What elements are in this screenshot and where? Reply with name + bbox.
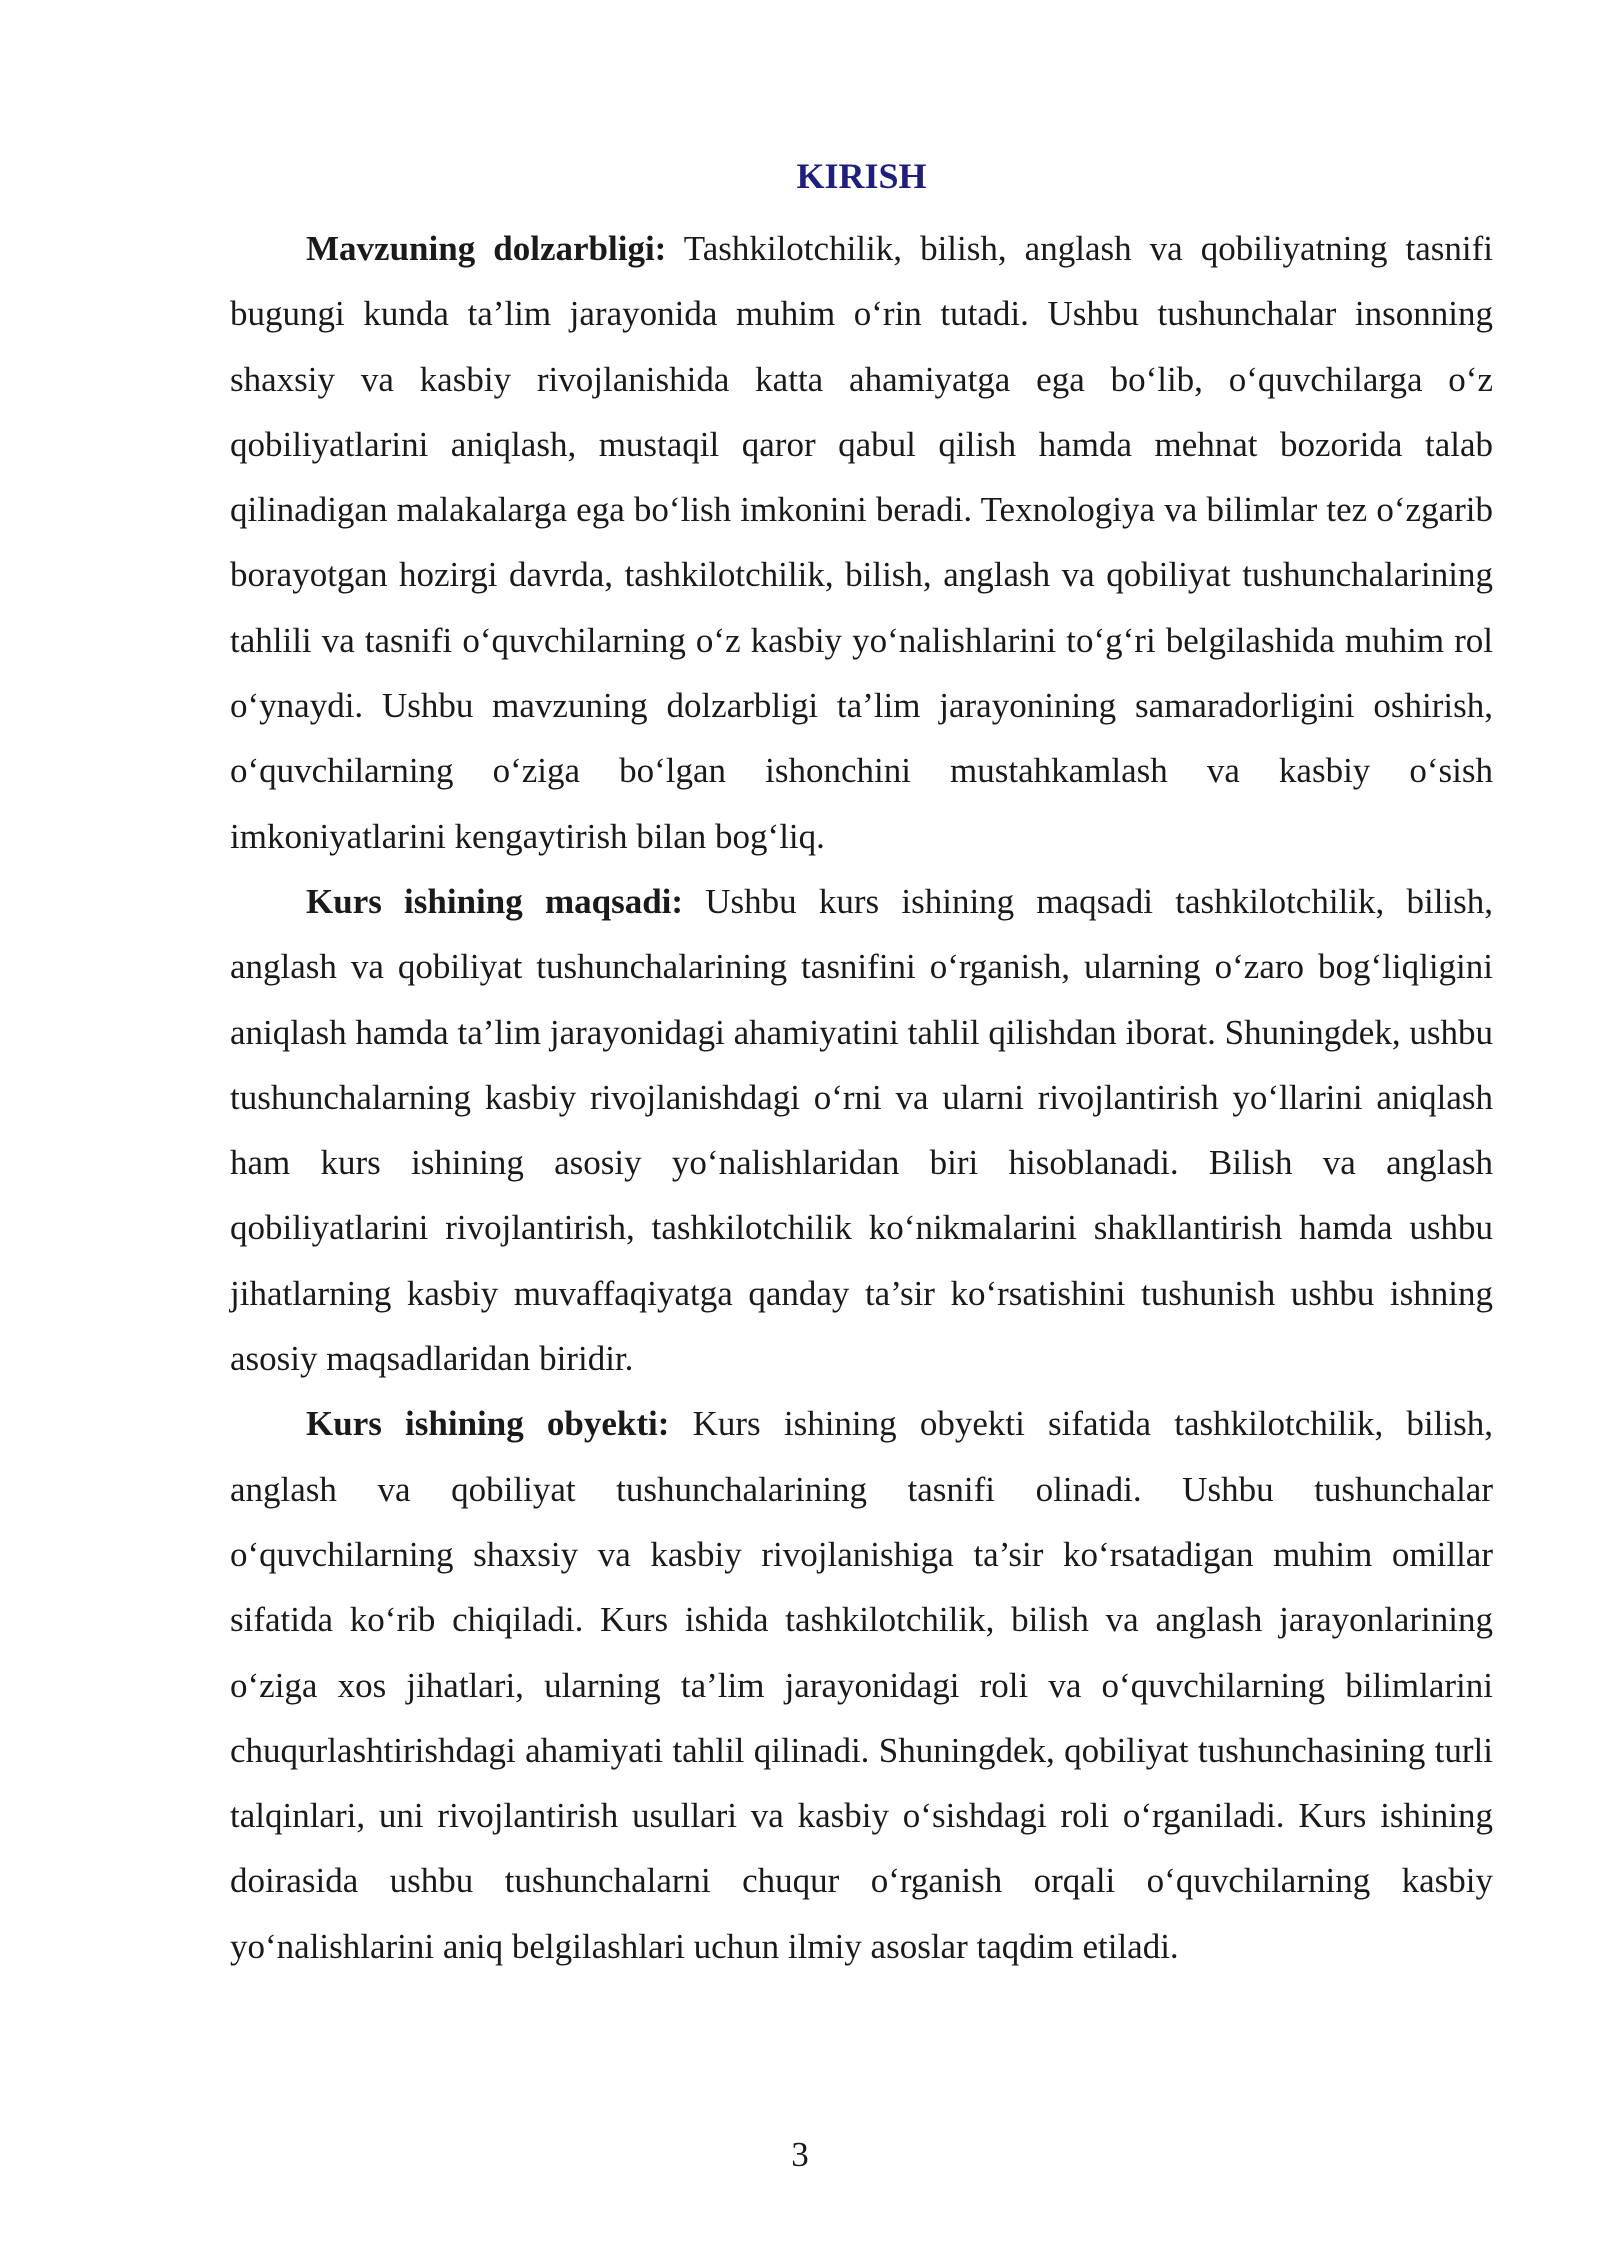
paragraph-goal [230, 869, 1493, 1391]
paragraph-lead: Kurs ishining obyekti: [306, 1404, 670, 1444]
document-page [230, 150, 1493, 1979]
paragraph-lead: Kurs ishining maqsadi: [306, 881, 684, 921]
paragraph-object [230, 1391, 1493, 1979]
paragraph-lead: Mavzuning dolzarbligi: [306, 229, 667, 268]
paragraph-text: Ushbu kurs ishining maqsadi tashkilotchilik, bilish, anglash va qobiliyat tushunchalarining tasnifini o‘rganish, ularning o‘zaro bog‘liqligini aniqlash hamda ta’lim jarayonidagi ahamiyatini tahlil qilishdan iborat. Shuningdek, ushbu tushunchalarning kasbiy rivojlanishdagi o‘rni va ularni rivojlantirish yo‘llarini aniqlash ham kurs ishining asosiy yo‘nalishlaridan biri hisoblanadi. Bilish va anglash qobiliyatlarini rivojlantirish, tashkilotchilik ko‘nikmalarini shakllantirish hamda ushbu jihatlarning kasbiy muvaffaqiyatga qanday ta’sir ko‘rsatishini tushunish ushbu ishning asosiy maqsadlaridan biridir. [230, 881, 1494, 1379]
paragraph-text: Tashkilotchilik, bilish, anglash va qobiliyatning tasnifi bugungi kunda ta’lim jarayonida muhim o‘rin tutadi. Ushbu tushunchalar insonning shaxsiy va kasbiy rivojlanishida katta ahamiyatga ega bo‘lib, o‘quvchilarga o‘z qobiliyatlarini aniqlash, mustaqil qaror qabul qilish hamda mehnat bozorida talab qilinadigan malakalarga ega bo‘lish imkonini beradi. Texnologiya va bilimlar tez o‘zgarib borayotgan hozirgi davrda, tashkilotchilik, bilish, anglash va qobiliyat tushunchalarining tahlili va tasnifi o‘quvchilarning o‘z kasbiy yo‘nalishlarini to‘g‘ri belgilashida muhim rol o‘ynaydi. Ushbu mavzuning dolzarbligi ta’lim jarayonining samaradorligini oshirish, o‘quvchilarning o‘ziga bo‘lgan ishonchini mustahkamlash va kasbiy o‘sish imkoniyatlarini kengaytirish bilan bog‘liq. [230, 229, 1494, 856]
paragraph-text: Kurs ishining obyekti sifatida tashkilotchilik, bilish, anglash va qobiliyat tushunchalarining tasnifi olinadi. Ushbu tushunchalar o‘quvchilarning shaxsiy va kasbiy rivojlanishiga ta’sir ko‘rsatadigan muhim omillar sifatida ko‘rib chiqiladi. Kurs ishida tashkilotchilik, bilish va anglash jarayonlarining o‘ziga xos jihatlari, ularning ta’lim jarayonidagi roli va o‘quvchilarning bilimlarini chuqurlashtirishdagi ahamiyati tahlil qilinadi. Shuningdek, qobiliyat tushunchasining turli talqinlari, uni rivojlantirish usullari va kasbiy o‘sishdagi roli o‘rganiladi. Kurs ishining doirasida ushbu tushunchalarni chuqur o‘rganish orqali o‘quvchilarning kasbiy yo‘nalishlarini aniq belgilashlari uchun ilmiy asoslar taqdim etiladi. [230, 1404, 1493, 1966]
page-number: 3 [791, 2135, 809, 2174]
paragraph-relevance [230, 216, 1493, 869]
section-heading: KIRISH [796, 156, 927, 196]
